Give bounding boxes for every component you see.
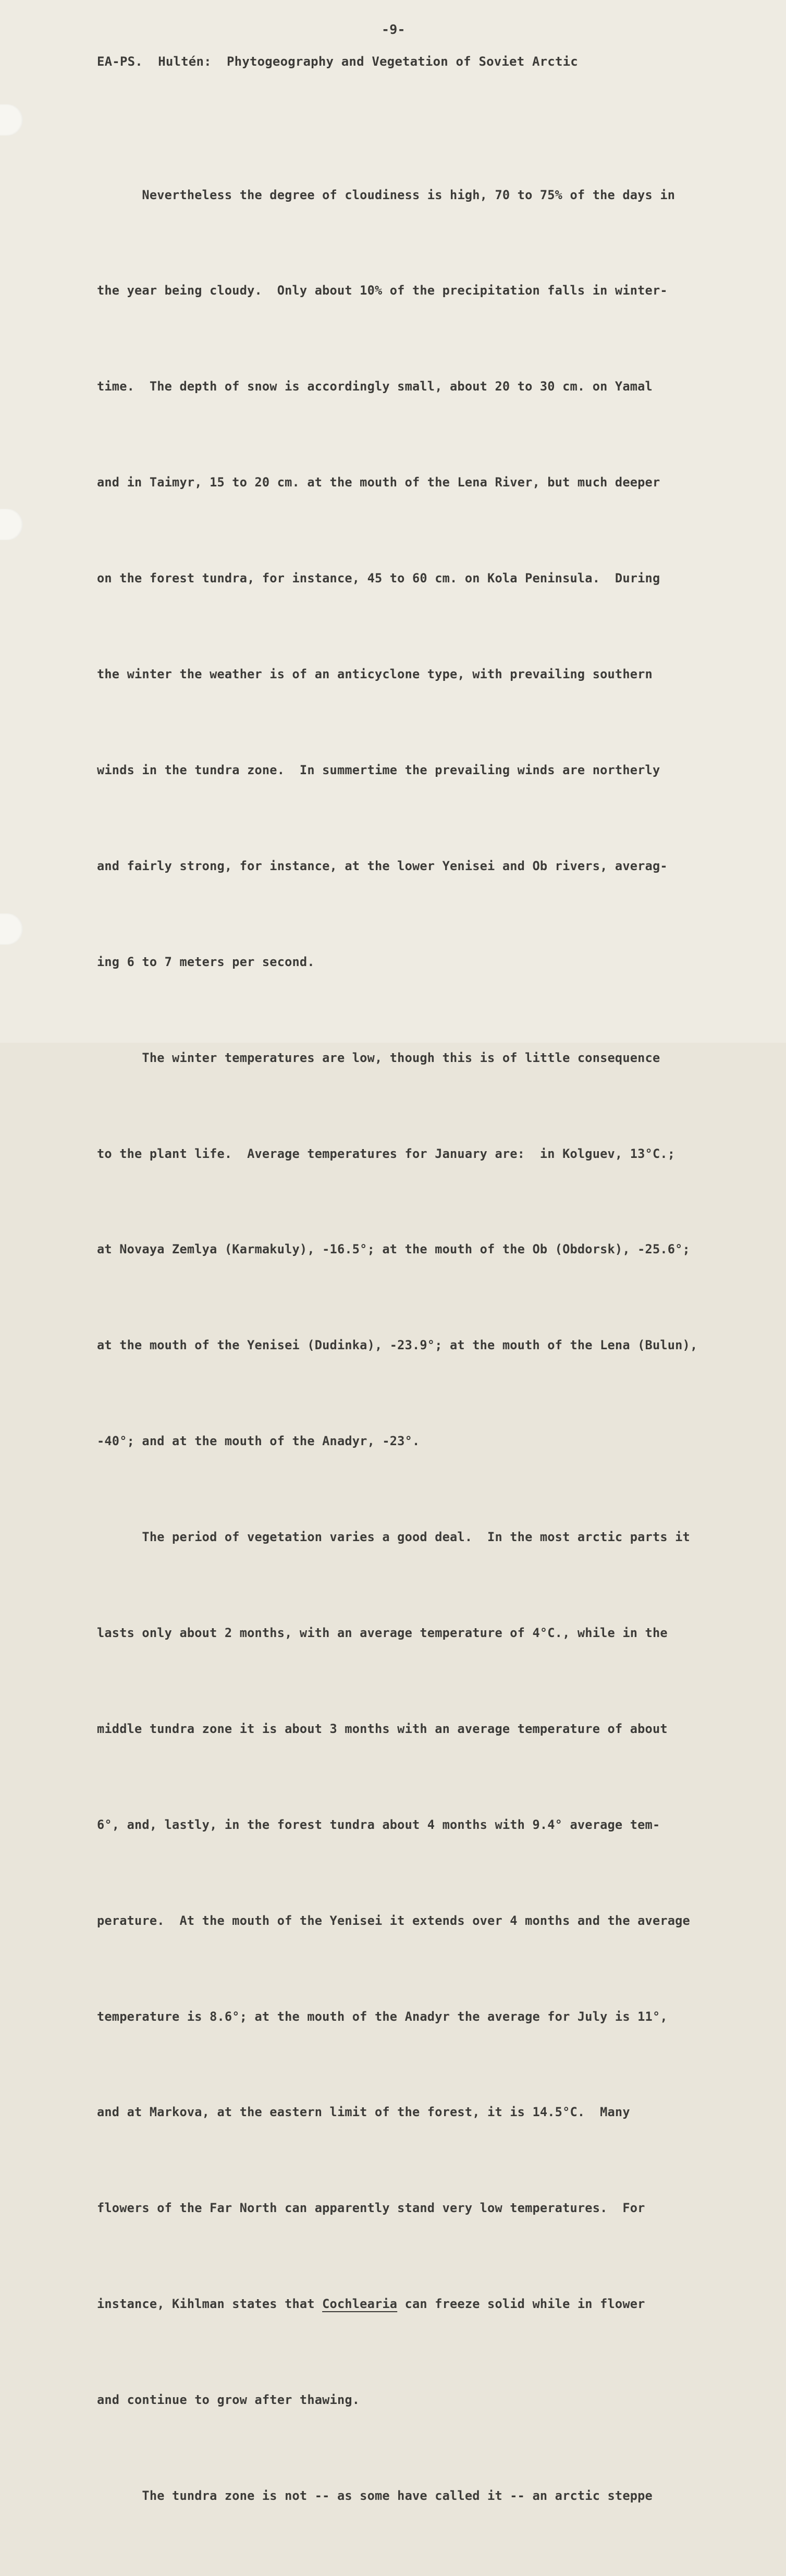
text-line: on the forest tundra, for instance, 45 to 60 cm. on Kola Peninsula. During	[97, 571, 660, 586]
text-line	[97, 2288, 697, 2320]
text-line-start: instance, Kihlman states that	[97, 2297, 323, 2312]
text-line: flowers of the Far North can apparently stand very low temperatures. For	[97, 2201, 645, 2216]
text-line: and fairly strong, for instance, at the lower Yenisei and Ob rivers, averag-	[97, 858, 668, 873]
text-line: and continue to grow after thawing.	[97, 2392, 360, 2408]
text-line-end: can freeze solid while in flower	[397, 2297, 645, 2312]
text-line: middle tundra zone it is about 3 months with an average temperature of about	[97, 1721, 668, 1736]
text-line: perature. At the mouth of the Yenisei it extends over 4 months and the average	[97, 1913, 690, 1928]
punch-hole	[0, 509, 23, 540]
text-line: 6°, and, lastly, in the forest tundra about 4 months with 9.4° average tem-	[97, 1817, 660, 1832]
text-line: The tundra zone is not -- as some have called it -- an arctic steppe	[97, 2488, 653, 2503]
body-text	[97, 115, 697, 2576]
text-line: The period of vegetation varies a good deal. In the most arctic parts it	[97, 1530, 690, 1545]
text-line: the winter the weather is of an anticyclone type, with prevailing southern	[97, 667, 653, 682]
text-line: ing 6 to 7 meters per second.	[97, 954, 315, 969]
underlined-species-name: Cochlearia	[322, 2297, 398, 2312]
punch-hole	[0, 104, 23, 136]
text-line: Nevertheless the degree of cloudiness is high, 70 to 75% of the days in	[97, 187, 676, 202]
document-header: EA-PS. Hultén: Phytogeography and Vegetation of Soviet Arctic	[97, 54, 578, 69]
text-line: at the mouth of the Yenisei (Dudinka), -23.9°; at the mouth of the Lena (Bulun),	[97, 1338, 698, 1353]
text-line: the year being cloudy. Only about 10% of the precipitation falls in winter-	[97, 283, 668, 298]
page-number: -9-	[382, 22, 406, 37]
text-line: lasts only about 2 months, with an average temperature of 4°C., while in the	[97, 1625, 668, 1640]
text-line: and in Taimyr, 15 to 20 cm. at the mouth of the Lena River, but much deeper	[97, 475, 660, 490]
text-line: winds in the tundra zone. In summertime the prevailing winds are northerly	[97, 762, 660, 777]
text-line: -40°; and at the mouth of the Anadyr, -23°.	[97, 1434, 420, 1449]
punch-hole	[0, 913, 23, 945]
text-line: at Novaya Zemlya (Karmakuly), -16.5°; at the mouth of the Ob (Obdorsk), -25.6°;	[97, 1242, 690, 1257]
text-line: time. The depth of snow is accordingly small, about 20 to 30 cm. on Yamal	[97, 379, 653, 394]
text-line: The winter temperatures are low, though this is of little consequence	[97, 1050, 660, 1065]
text-line: temperature is 8.6°; at the mouth of the Anadyr the average for July is 11°,	[97, 2009, 668, 2024]
text-line: and at Markova, at the eastern limit of the forest, it is 14.5°C. Many	[97, 2105, 630, 2120]
text-line: to the plant life. Average temperatures for January are: in Kolguev, 13°C.;	[97, 1146, 676, 1161]
